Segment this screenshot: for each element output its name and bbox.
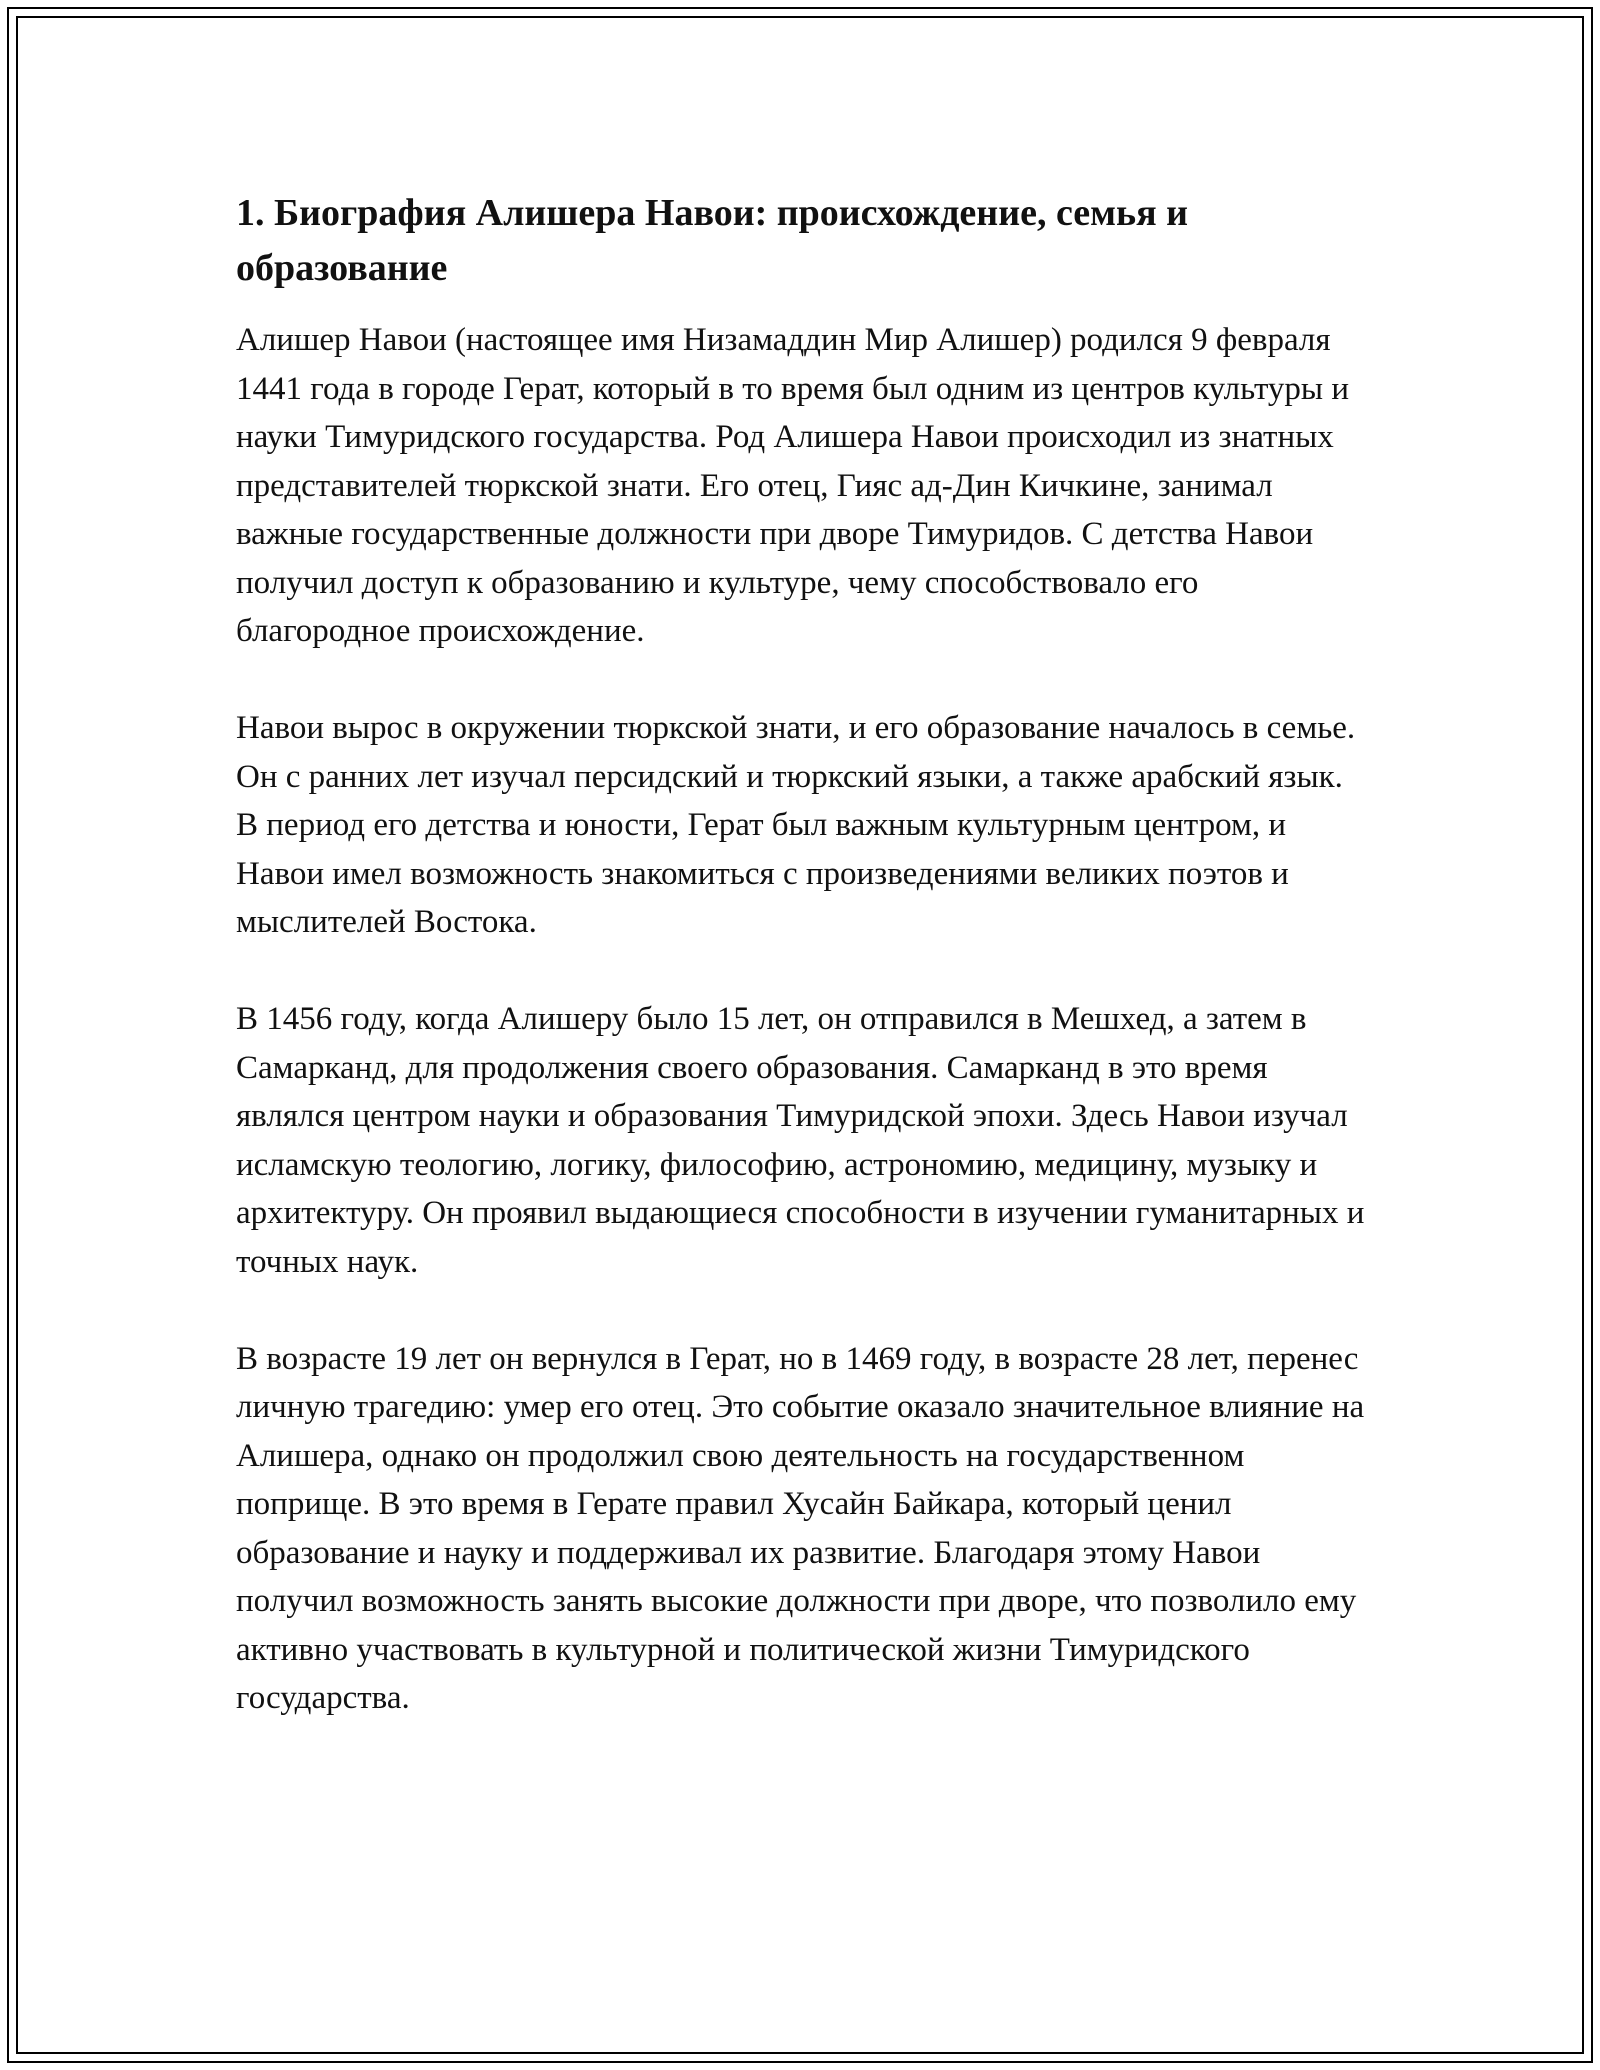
paragraph-upbringing: Навои вырос в окружении тюркской знати, и его образование началось в семье. Он с ранних лет изучал персидский и тюркский языки, а также арабский язык. В период его детства и юности, Герат был важным культурным центром, и Навои имел возможность знакомиться с произведениями великих поэтов и мыслителей Востока. <box>236 710 1356 940</box>
document-body <box>236 186 1366 1771</box>
paragraph-education: В 1456 году, когда Алишеру было 15 лет, он отправился в Мешхед, а затем в Самарканд, для продолжения своего образования. Самарканд в это время являлся центром науки и образования Тимуридской эпохи. Здесь Навои изучал исламскую теологию, логику, философию, астрономию, медицину, музыку и архитектуру. Он проявил выдающиеся способности в изучении гуманитарных и точных наук. <box>236 1001 1365 1280</box>
paragraph-career: В возрасте 19 лет он вернулся в Герат, но в 1469 году, в возрасте 28 лет, перенес личную трагедию: умер его отец. Это событие оказало значительное влияние на Алишера, однако он продолжил свою деятельность на государственном поприще. В это время в Герате правил Хусайн Байкара, который ценил образование и науку и поддерживал их развитие. Благодаря этому Навои получил возможность занять высокие должности при дворе, что позволило ему активно участвовать в культурной и политической жизни Тимуридского государства. <box>236 1340 1365 1716</box>
paragraph-origin: Алишер Навои (настоящее имя Низамаддин Мир Алишер) родился 9 февраля 1441 года в городе Герат, который в то время был одним из центров культуры и науки Тимуридского государства. Род Алишера Навои происходил из знатных представителей тюркской знати. Его отец, Гияс ад-Дин Кичкине, занимал важные государственные должности при дворе Тимуридов. С детства Навои получил доступ к образованию и культуре, чему способствовало его благородное происхождение. <box>236 322 1350 649</box>
section-heading: 1. Биография Алишера Навои: происхождение, семья и образование <box>236 192 1189 289</box>
